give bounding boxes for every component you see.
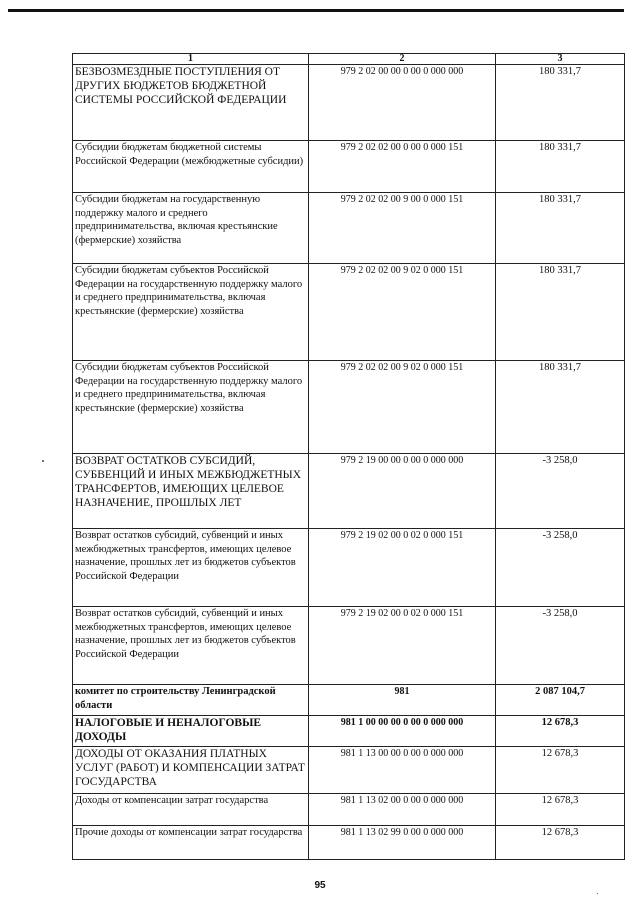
row-name: Возврат остатков субсидий, субвенций и иных межбюджетных трансфертов, имеющих целевое назначение, прошлых лет из бюджетов субъектов Российской Федерации (73, 529, 309, 607)
row-name: Субсидии бюджетам субъектов Российской Федерации на государственную поддержку малого и среднего предпринимательства, включая крестьянские (фермерские) хозяйства (73, 264, 309, 361)
table-row (73, 794, 625, 826)
row-amount: -3 258,0 (496, 454, 625, 529)
table-row (73, 529, 625, 607)
table-row (73, 685, 625, 716)
row-code: 981 1 13 02 99 0 00 0 000 000 (309, 826, 496, 860)
table-row (73, 361, 625, 454)
row-amount: 180 331,7 (496, 193, 625, 264)
row-code: 979 2 02 02 00 9 02 0 000 151 (309, 264, 496, 361)
row-amount: 180 331,7 (496, 361, 625, 454)
row-name: Субсидии бюджетам бюджетной системы Российской Федерации (межбюджетные субсидии) (73, 141, 309, 193)
row-name: Прочие доходы от компенсации затрат государства (73, 826, 309, 860)
column-header-2: 2 (309, 54, 496, 65)
table-row (73, 193, 625, 264)
scan-speck (42, 460, 44, 462)
table-header-row (73, 54, 625, 65)
row-amount: 180 331,7 (496, 141, 625, 193)
row-code: 979 2 19 00 00 0 00 0 000 000 (309, 454, 496, 529)
table-row (73, 716, 625, 747)
row-name: Доходы от компенсации затрат государства (73, 794, 309, 826)
row-amount: 12 678,3 (496, 716, 625, 747)
row-amount: -3 258,0 (496, 529, 625, 607)
row-name: Возврат остатков субсидий, субвенций и иных межбюджетных трансфертов, имеющих целевое назначение, прошлых лет из бюджетов субъектов Российской Федерации (73, 607, 309, 685)
row-code: 981 1 13 02 00 0 00 0 000 000 (309, 794, 496, 826)
top-rule (8, 9, 624, 12)
table-row (73, 607, 625, 685)
scan-speck (597, 893, 598, 894)
row-name: НАЛОГОВЫЕ И НЕНАЛОГОВЫЕ ДОХОДЫ (73, 716, 309, 747)
row-code: 979 2 19 02 00 0 02 0 000 151 (309, 529, 496, 607)
table-row (73, 454, 625, 529)
row-amount: -3 258,0 (496, 607, 625, 685)
column-header-3: 3 (496, 54, 625, 65)
row-code: 981 1 13 00 00 0 00 0 000 000 (309, 747, 496, 794)
table-row (73, 747, 625, 794)
row-amount: 12 678,3 (496, 794, 625, 826)
row-code: 979 2 02 02 00 0 00 0 000 151 (309, 141, 496, 193)
table-row (73, 826, 625, 860)
row-name: БЕЗВОЗМЕЗДНЫЕ ПОСТУПЛЕНИЯ ОТ ДРУГИХ БЮДЖЕТОВ БЮДЖЕТНОЙ СИСТЕМЫ РОССИЙСКОЙ ФЕДЕРАЦИИ (73, 65, 309, 141)
row-code: 979 2 02 00 00 0 00 0 000 000 (309, 65, 496, 141)
row-name: Субсидии бюджетам субъектов Российской Федерации на государственную поддержку малого и среднего предпринимательства, включая крестьянские (фермерские) хозяйства (73, 361, 309, 454)
column-header-1: 1 (73, 54, 309, 65)
table-row (73, 264, 625, 361)
table-row (73, 141, 625, 193)
row-code: 979 2 02 02 00 9 00 0 000 151 (309, 193, 496, 264)
row-amount: 12 678,3 (496, 747, 625, 794)
row-amount: 12 678,3 (496, 826, 625, 860)
budget-revenue-table (72, 53, 625, 860)
row-name: комитет по строительству Ленинградской области (73, 685, 309, 716)
row-code: 981 (309, 685, 496, 716)
row-amount: 180 331,7 (496, 65, 625, 141)
row-code: 981 1 00 00 00 0 00 0 000 000 (309, 716, 496, 747)
row-amount: 180 331,7 (496, 264, 625, 361)
row-name: ДОХОДЫ ОТ ОКАЗАНИЯ ПЛАТНЫХ УСЛУГ (РАБОТ) И КОМПЕНСАЦИИ ЗАТРАТ ГОСУДАРСТВА (73, 747, 309, 794)
row-code: 979 2 02 02 00 9 02 0 000 151 (309, 361, 496, 454)
row-code: 979 2 19 02 00 0 02 0 000 151 (309, 607, 496, 685)
row-name: Субсидии бюджетам на государственную поддержку малого и среднего предпринимательства, включая крестьянские (фермерские) хозяйства (73, 193, 309, 264)
page-number: 95 (314, 880, 326, 891)
table-row (73, 65, 625, 141)
row-name: ВОЗВРАТ ОСТАТКОВ СУБСИДИЙ, СУБВЕНЦИЙ И ИНЫХ МЕЖБЮДЖЕТНЫХ ТРАНСФЕРТОВ, ИМЕЮЩИХ ЦЕЛЕВОЕ НАЗНАЧЕНИЕ, ПРОШЛЫХ ЛЕТ (73, 454, 309, 529)
row-amount: 2 087 104,7 (496, 685, 625, 716)
